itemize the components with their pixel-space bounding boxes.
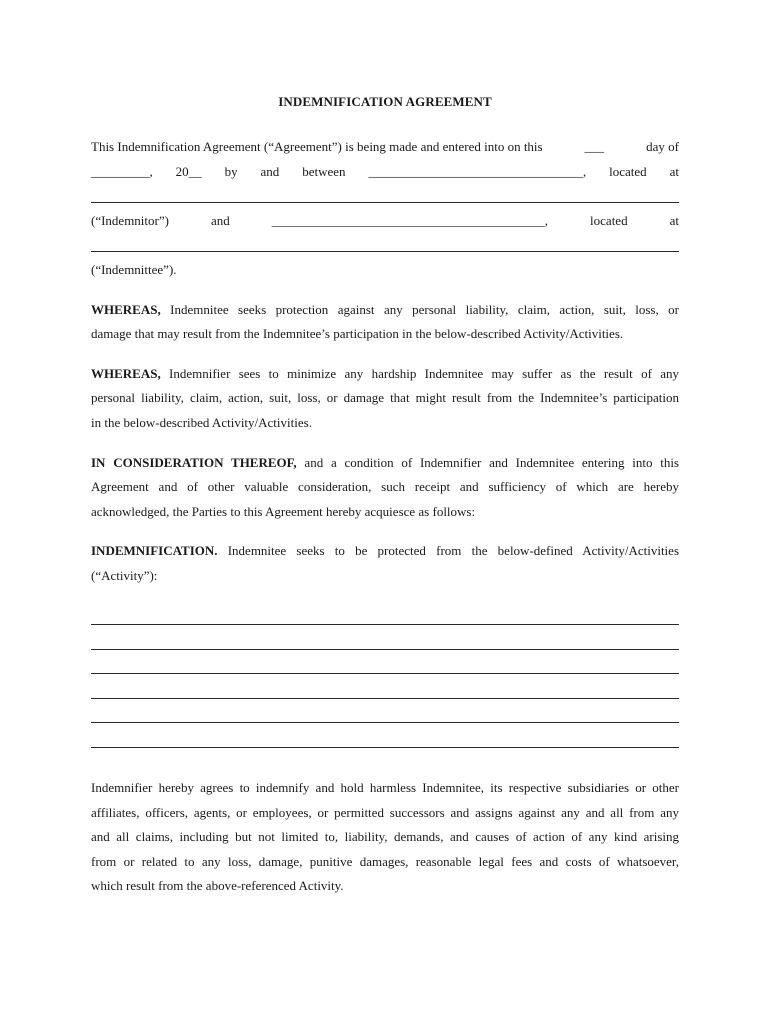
indemnification-text-1: Indemnitee seeks to be protected from the below-defined Activity/Activities [217,543,679,559]
whereas2-line-2: personal liability, claim, action, suit, loss, or damage that might result from the Indemnitee’s participation [91,390,679,406]
and-word-2: and [210,212,230,228]
indemnitee-label: (“Indemnittee”). [91,261,177,277]
whereas1-line-2: damage that may result from the Indemnitee’s participation in the below-described Activity/Activities. [91,326,624,342]
day-blank: ___ [584,139,605,154]
year-blank: 20__ [175,163,202,179]
activity-line [91,631,679,656]
intro-line-1 [91,135,679,160]
at-word-2: at [669,212,679,228]
intro-text-1b: day of [646,139,679,154]
intro-text-1a: This Indemnification Agreement (“Agreement”) is being made and entered into on this [91,139,543,154]
consideration-lead: IN CONSIDERATION THEREOF, [91,454,297,470]
indemnitor-address-line [91,184,679,209]
whereas2-lead: WHEREAS, [91,365,161,381]
activity-line [91,656,679,681]
activity-line [91,607,679,632]
whereas2-line-1 [91,362,679,387]
whereas-paragraph-2 [91,362,679,436]
whereas2-text-1: Indemnifier sees to minimize any hardship Indemnitee may suffer as the result of any [160,365,679,381]
by-word: by [224,163,238,179]
between-word: between [302,163,346,179]
whereas1-text-1: Indemnitee seeks protection against any personal liability, claim, action, suit, loss, or [160,301,679,317]
consideration-line-1 [91,451,679,476]
consideration-line-3: acknowledged, the Parties to this Agreement hereby acquiesce as follows: [91,503,476,519]
activity-line [91,680,679,705]
whereas2-line-3: in the below-described Activity/Activities. [91,414,312,430]
at-word: at [669,163,679,179]
consideration-text-1: and a condition of Indemnifier and Indemnitee entering into this [296,454,679,470]
final-line-2: affiliates, officers, agents, or employees, or permitted successors and assigns against any and all from any [91,804,679,820]
indemnitee-address-line [91,233,679,258]
whereas1-lead: WHEREAS, [91,301,161,317]
indemnitee-name-blank: __________________________________________, [271,212,549,228]
indemnitor-name-blank: _________________________________, [368,163,587,179]
document-title: INDEMNIFICATION AGREEMENT [278,94,492,109]
final-line-5: which result from the above-referenced Activity. [91,878,344,894]
intro-block [91,135,679,283]
intro-line-2 [91,160,679,185]
activity-line [91,729,679,754]
final-line-3: and all claims, including but not limited to, liability, demands, and causes of action of any kind arising [91,829,679,845]
and-word: and [260,163,280,179]
whereas1-line-1 [91,298,679,323]
consideration-paragraph [91,451,679,525]
whereas-paragraph-1 [91,298,679,347]
indemnify-paragraph [91,776,679,899]
indemnification-line-2: (“Activity”): [91,567,158,583]
indemnification-paragraph [91,539,679,588]
final-line-4: from or related to any loss, damage, punitive damages, reasonable legal fees and costs of whatsoever, [91,853,679,869]
indemnification-line-1 [91,539,679,564]
indemnitor-label: (“Indemnitor”) [91,212,169,228]
indemnification-lead: INDEMNIFICATION. [91,543,218,559]
month-blank: _________, [91,163,153,179]
intro-line-4 [91,209,679,234]
consideration-line-2: Agreement and of other valuable consideration, such receipt and sufficiency of which are hereby [91,479,679,495]
final-line-1: Indemnifier hereby agrees to indemnify and hold harmless Indemnitee, its respective subsidiaries or other [91,780,679,796]
located-word-2: located [590,212,628,228]
activity-blank-lines [91,607,679,755]
located-word: located [609,163,647,179]
activity-line [91,705,679,730]
